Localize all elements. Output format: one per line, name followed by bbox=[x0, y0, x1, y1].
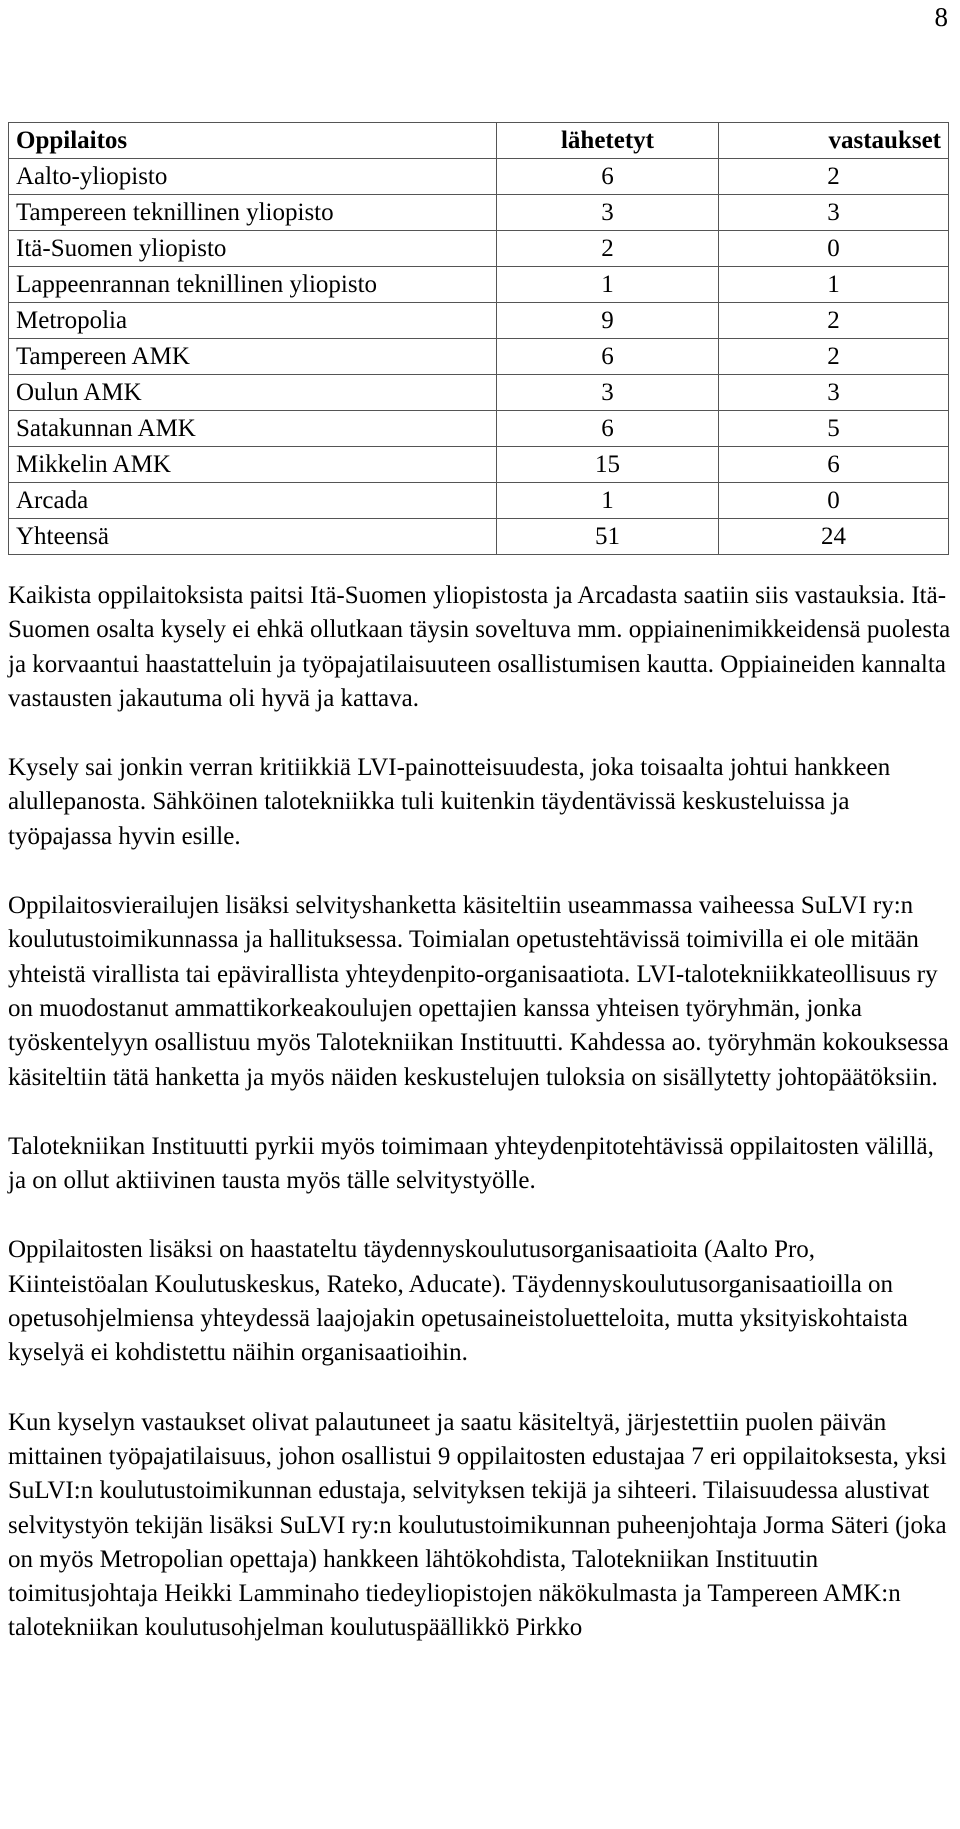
cell-vastaukset: 2 bbox=[719, 303, 949, 339]
cell-oppilaitos: Tampereen AMK bbox=[9, 339, 497, 375]
cell-vastaukset: 5 bbox=[719, 411, 949, 447]
table-header-row bbox=[9, 123, 949, 159]
cell-lahetetyt: 1 bbox=[497, 483, 719, 519]
table-row bbox=[9, 411, 949, 447]
table-row bbox=[9, 519, 949, 555]
cell-vastaukset: 2 bbox=[719, 339, 949, 375]
cell-vastaukset: 24 bbox=[719, 519, 949, 555]
cell-vastaukset: 3 bbox=[719, 375, 949, 411]
cell-oppilaitos: Aalto-yliopisto bbox=[9, 159, 497, 195]
table-row bbox=[9, 375, 949, 411]
cell-lahetetyt: 3 bbox=[497, 375, 719, 411]
cell-oppilaitos: Mikkelin AMK bbox=[9, 447, 497, 483]
cell-oppilaitos: Yhteensä bbox=[9, 519, 497, 555]
header-oppilaitos: Oppilaitos bbox=[9, 123, 497, 159]
cell-oppilaitos: Tampereen teknillinen yliopisto bbox=[9, 195, 497, 231]
cell-lahetetyt: 6 bbox=[497, 339, 719, 375]
cell-vastaukset: 1 bbox=[719, 267, 949, 303]
cell-lahetetyt: 6 bbox=[497, 159, 719, 195]
header-lahetetyt: lähetetyt bbox=[497, 123, 719, 159]
cell-vastaukset: 3 bbox=[719, 195, 949, 231]
cell-lahetetyt: 9 bbox=[497, 303, 719, 339]
cell-oppilaitos: Oulun AMK bbox=[9, 375, 497, 411]
table-row bbox=[9, 339, 949, 375]
cell-lahetetyt: 3 bbox=[497, 195, 719, 231]
table-row bbox=[9, 447, 949, 483]
table-row bbox=[9, 195, 949, 231]
cell-oppilaitos: Lappeenrannan teknillinen yliopisto bbox=[9, 267, 497, 303]
table-row bbox=[9, 483, 949, 519]
cell-vastaukset: 0 bbox=[719, 483, 949, 519]
paragraph-1: Kaikista oppilaitoksista paitsi Itä-Suomen yliopistosta ja Arcadasta saatiin siis vastauksia. Itä-Suomen osalta kysely ei ehkä ollutkaan täysin soveltuva mm. oppiainenimikkeidensä puolesta ja korvaantui haastatteluin ja työpajatilaisuuteen osallistumisen kautta. Oppiaineiden kannalta vastausten jakautuma oli hyvä ja kattava. bbox=[8, 582, 951, 712]
table-row bbox=[9, 159, 949, 195]
cell-oppilaitos: Arcada bbox=[9, 483, 497, 519]
page-number: 8 bbox=[934, 2, 948, 32]
paragraph-4: Talotekniikan Instituutti pyrkii myös toimimaan yhteydenpitotehtävissä oppilaitosten välillä, ja on ollut aktiivinen tausta myös tälle selvitystyölle. bbox=[8, 1132, 934, 1195]
paragraph-2: Kysely sai jonkin verran kritiikkiä LVI-painotteisuudesta, joka toisaalta johtui hankkeen alullepanosta. Sähköinen talotekniikka tuli kuitenkin täydentävissä keskusteluissa ja työpajassa hyvin esille. bbox=[8, 754, 891, 850]
cell-lahetetyt: 2 bbox=[497, 231, 719, 267]
cell-oppilaitos: Satakunnan AMK bbox=[9, 411, 497, 447]
cell-lahetetyt: 6 bbox=[497, 411, 719, 447]
table-row bbox=[9, 267, 949, 303]
cell-oppilaitos: Metropolia bbox=[9, 303, 497, 339]
cell-vastaukset: 0 bbox=[719, 231, 949, 267]
cell-vastaukset: 2 bbox=[719, 159, 949, 195]
paragraph-3: Oppilaitosvierailujen lisäksi selvityshanketta käsiteltiin useammassa vaiheessa SuLVI ry:n koulutustoimikunnassa ja hallituksessa. Toimialan opetustehtävissä toimivilla ei ole mitään yhteistä virallista tai epävirallista yhteydenpito-organisaatiota. LVI-talotekniikkateollisuus ry on muodostanut ammattikorkeakoulujen opettajien kanssa yhteisen työryhmän, jonka työskentelyyn osallistuu myös Talotekniikan Instituutti. Kahdessa ao. työryhmän kokouksessa käsiteltiin tätä hanketta ja myös näiden keskustelujen tuloksia on sisällytetty johtopäätöksiin. bbox=[8, 892, 949, 1091]
table-row bbox=[9, 303, 949, 339]
paragraph-5: Oppilaitosten lisäksi on haastateltu täydennyskoulutusorganisaatioita (Aalto Pro, Kiinteistöalan Koulutuskeskus, Rateko, Aducate). Täydennyskoulutusorganisaatioilla on opetusohjelmiensa yhteydessä laajojakin opetusaineistoluetteloita, mutta yksityiskohtaista kyselyä ei kohdistettu näihin organisaatioihin. bbox=[8, 1236, 908, 1367]
table-row bbox=[9, 231, 949, 267]
body-text bbox=[8, 579, 953, 1681]
cell-lahetetyt: 1 bbox=[497, 267, 719, 303]
cell-vastaukset: 6 bbox=[719, 447, 949, 483]
results-table bbox=[8, 122, 949, 555]
cell-lahetetyt: 51 bbox=[497, 519, 719, 555]
paragraph-6: Kun kyselyn vastaukset olivat palautuneet ja saatu käsiteltyä, järjestettiin puolen päivän mittainen työpajatilaisuus, johon osallistui 9 oppilaitosten edustajaa 7 eri oppilaitoksesta, yksi SuLVI:n koulutustoimikunnan edustaja, selvityksen tekijä ja sihteeri. Tilaisuudessa alustivat selvitystyön tekijän lisäksi SuLVI ry:n koulutustoimikunnan puheenjohtaja Jorma Säteri (joka on myös Metropolian opettaja) hankkeen lähtökohdista, Talotekniikan Instituutin toimitusjohtaja Heikki Lamminaho tiedeyliopistojen näkökulmasta ja Tampereen AMK:n talotekniikan koulutusohjelman koulutuspäällikkö Pirkko bbox=[8, 1408, 947, 1642]
header-vastaukset: vastaukset bbox=[719, 123, 949, 159]
cell-oppilaitos: Itä-Suomen yliopisto bbox=[9, 231, 497, 267]
cell-lahetetyt: 15 bbox=[497, 447, 719, 483]
